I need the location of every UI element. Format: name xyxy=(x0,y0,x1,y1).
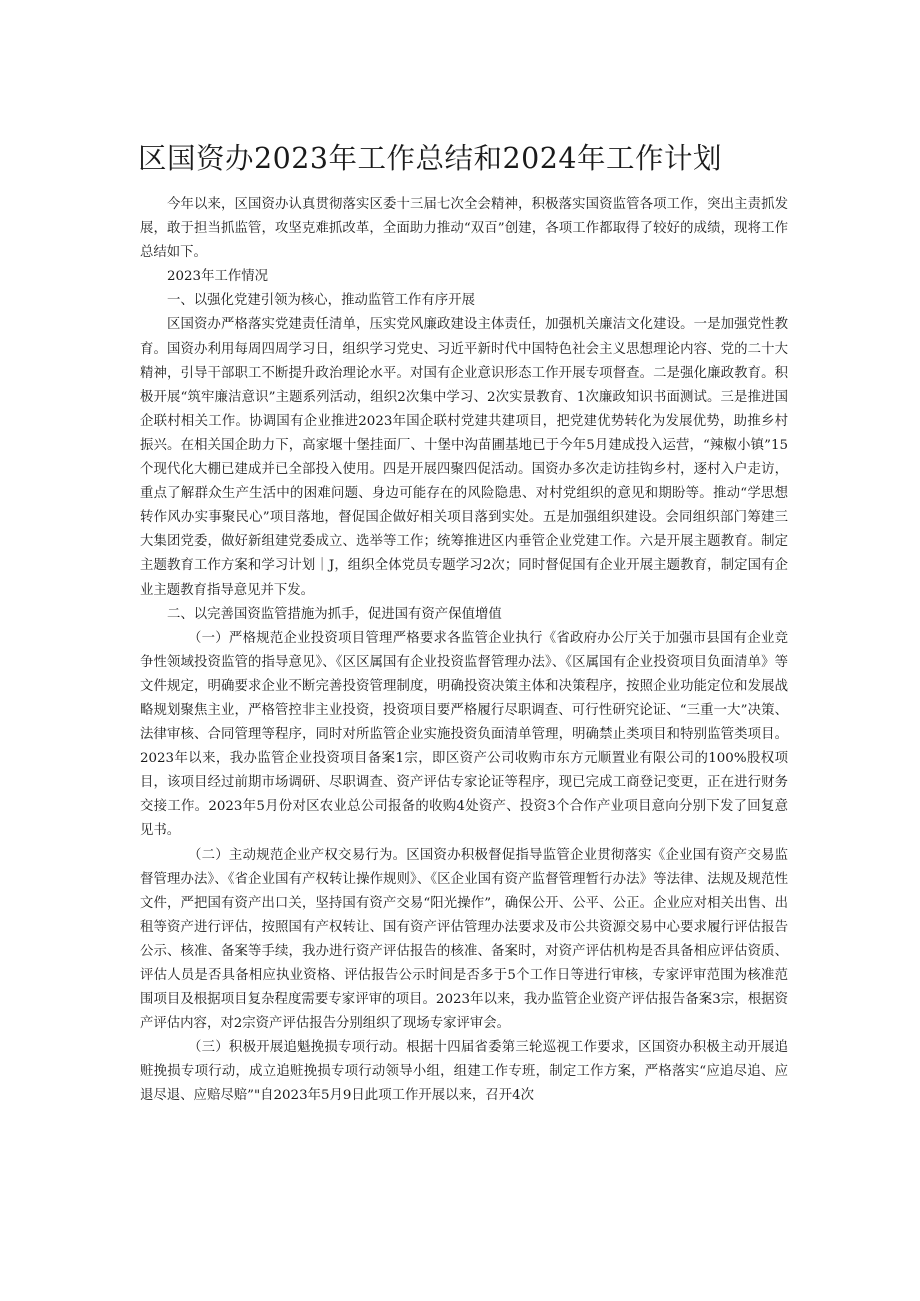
section-heading-2023-work: 2023年工作情况 xyxy=(167,269,269,285)
paragraph-party-building: 区国资办严格落实党建责任清单，压实党风廉政建设主体责任，加强机关廉洁文化建设。一是加强党性教育。国资办利用每周四周学习日，组织学习党史、习近平新时代中国特色社会主义思想理论内容、党的二十大精神，引导干部职工不断提升政治理论水平。对国有企业意识形态工作开展专项督查。二是强化廉政教育。积极开展“筑牢廉洁意识”主题系列活动，组织2次集中学习、2次实景教育、1次廉政知识书面测试。三是推进国企联村相关工作。协调国有企业推进2023年国企联村党建共建项目，把党建优势转化为发展优势，助推乡村振兴。在相关国企助力下，高家堰十堡挂面厂、十堡中沟苗圃基地已于今年5月建成投入运营，“辣椒小镇”15个现代化大棚已建成并已全部投入使用。四是开展四聚四促活动。国资办多次走访挂钩乡村，逐村入户走访，重点了解群众生产生活中的困难问题、身边可能存在的风险隐患、对村党组织的意见和期盼等。推动“学思想转作风办实事聚民心”项目落地，督促国企做好相关项目落到实处。五是加强组织建设。会同组织部门筹建三大集团党委，做好新组建党委成立、选举等工作；统筹推进区内垂管企业党建工作。六是开展主题教育。制定主题教育工作方案和学习计划｜J，组织全体党员专题学习2次；同时督促国有企业开展主题教育，制定国有企业主题教育指导意见并下发。 xyxy=(140,317,788,598)
paragraph-investment-management: （一）严格规范企业投资项目管理严格要求各监管企业执行《省政府办公厅关于加强市县国有企业竞争性领域投资监管的指导意见》、《区区属国有企业投资监督管理办法》、《区属国有企业投资项目负面清单》等文件规定，明确要求企业不断完善投资管理制度，明确投资决策主体和决策程序，按照企业功能定位和发展战略规划聚焦主业，严格管控非主业投资，投资项目要严格履行尽职调查、可行性研究论证、“三重一大”决策、法律审核、合同管理等程序，同时对所监管企业实施投资负面清单管理，明确禁止类项目和特别监管类项目。2023年以来，我办监管企业投资项目备案1宗，即区资产公司收购市东方元顺置业有限公司的100%股权项目，该项目经过前期市场调研、尽职调查、资产评估专家论证等程序，现已完成工商登记变更，正在进行财务交接工作。2023年5月份对区农业总公司报备的收购4处资产、投资3个合作产业项目意向分别下发了回复意见书。 xyxy=(140,630,788,839)
section-heading-party-building: 一、以强化党建引领为核心，推动监管工作有序开展 xyxy=(167,293,475,309)
section-heading-supervision: 二、以完善国资监管措施为抓手，促进国有资产保值增值 xyxy=(167,606,502,622)
document-title: 区国资办2023年工作总结和2024年工作计划 xyxy=(138,142,723,175)
paragraph-intro: 今年以来，区国资办认真贯彻落实区委十三届七次全会精神，积极落实国资监管各项工作，突出主责抓发展，敢于担当抓监管，攻坚克难抓改革，全面助力推动“双百”创建，各项工作都取得了较好的成绩，现将工作总结如下。 xyxy=(140,197,788,261)
paragraph-loss-recovery: （三）积极开展追魁挽损专项行动。根据十四届省委第三轮巡视工作要求，区国资办积极主动开展追赃挽损专项行动，成立追赃挽损专项行动领导小组，组建工作专班，制定工作方案，严格落实“应追尽追、应退尽退、应赔尽赔”"自2023年5月9日此项工作开展以来，召开4次 xyxy=(140,1040,788,1104)
paragraph-property-transactions: （二）主动规范企业产权交易行为。区国资办积极督促指导监管企业贯彻落实《企业国有资产交易监督管理办法》、《省企业国有产权转让操作规则》、《区企业国有资产监督管理暂行办法》等法律、法规及规范性文件，严把国有资产出口关，坚持国有资产交易“阳光操作”，确保公开、公平、公正。企业应对相关出售、出租等资产进行评估，按照国有产权转让、国有资产评估管理办法要求及市公共资源交易中心要求履行评估报告公示、核准、备案等手续，我办进行资产评估报告的核准、备案时，对资产评估机构是否具备相应评估资质、评估人员是否具备相应执业资格、评估报告公示时间是否多于5个工作日等进行审核，专家评审范围为核准范围项目及根据项目复杂程度需要专家评审的项目。2023年以来，我办监管企业资产评估报告备案3宗，根据资产评估内容，对2宗资产评估报告分别组织了现场专家评审会。 xyxy=(140,847,788,1032)
document-body xyxy=(140,193,788,1109)
